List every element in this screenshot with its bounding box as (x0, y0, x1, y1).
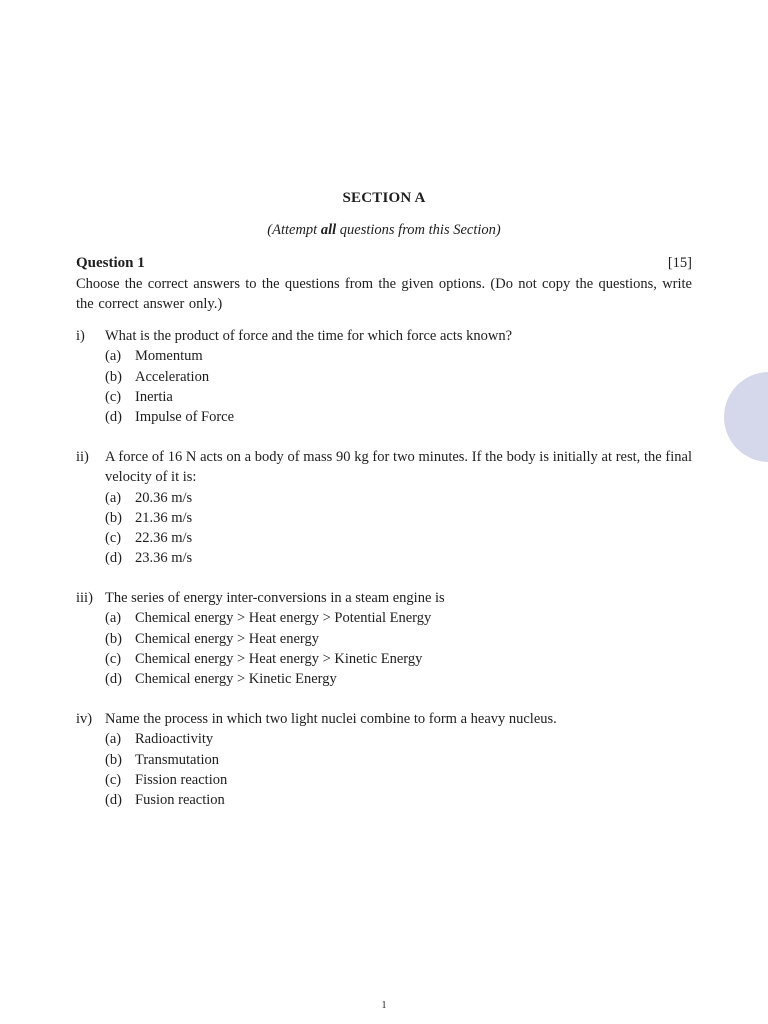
option-label: (c) (105, 771, 122, 788)
question-item (76, 326, 692, 427)
option-label: (d) (105, 409, 122, 426)
option-label: (d) (105, 792, 122, 809)
option-label: (d) (105, 671, 122, 688)
option (105, 649, 692, 669)
option (105, 387, 692, 407)
question-marks: [15] (667, 255, 692, 271)
question-item-text: Name the process in which two light nuclei combine to form a heavy nucleus. (105, 711, 557, 727)
option-label: (a) (105, 731, 122, 748)
option (105, 629, 692, 649)
option (105, 608, 692, 628)
section-title: SECTION A (342, 190, 426, 206)
option-text: Chemical energy > Heat energy (135, 630, 319, 647)
question-item (76, 447, 692, 569)
option (105, 750, 692, 770)
option-text: Inertia (135, 388, 173, 405)
page-number: 1 (381, 1000, 387, 1011)
option-text: Chemical energy > Kinetic Energy (135, 671, 337, 688)
question-item-number: iv) (76, 711, 93, 727)
option (105, 407, 692, 427)
side-tab-decoration (724, 372, 768, 462)
option-label: (d) (105, 550, 122, 567)
section-subtitle-prefix: (Attempt (267, 222, 321, 238)
option-text: Chemical energy > Heat energy > Kinetic Energy (135, 650, 423, 667)
option-label: (b) (105, 368, 122, 385)
option-text: Acceleration (135, 368, 210, 385)
question-item-number: ii) (76, 449, 89, 465)
option (105, 367, 692, 387)
option (105, 548, 692, 568)
option (105, 729, 692, 749)
option (105, 488, 692, 508)
option-text: Fission reaction (135, 771, 228, 788)
question-item (76, 588, 692, 689)
section-subtitle-emphasis: all (320, 222, 337, 238)
question-item-text: What is the product of force and the time for which force acts known? (105, 328, 513, 344)
question-item-number: iii) (76, 590, 93, 606)
option-label: (c) (105, 650, 122, 667)
question-item-text: A force of 16 N acts on a body of mass 90 kg for two minutes. If the body is initially at rest, the final velocity of it is: (105, 449, 692, 486)
question-instructions: Choose the correct answers to the questions from the given options. (Do not copy the questions, write the correct answer only.) (76, 276, 692, 312)
option-text: 21.36 m/s (135, 509, 193, 526)
option (105, 669, 692, 689)
option-text: 20.36 m/s (135, 489, 193, 506)
question-item-number: i) (76, 328, 85, 344)
question-item (76, 709, 692, 810)
option-label: (b) (105, 751, 122, 768)
question-header (76, 255, 692, 272)
option-text: Impulse of Force (135, 409, 235, 426)
option (105, 528, 692, 548)
option (105, 508, 692, 528)
option-text: Fusion reaction (135, 792, 225, 809)
option (105, 346, 692, 366)
option-label: (b) (105, 509, 122, 526)
option (105, 790, 692, 810)
option-text: Chemical energy > Heat energy > Potential Energy (135, 610, 432, 627)
section-subtitle (0, 222, 768, 239)
question-title: Question 1 (76, 255, 145, 271)
option-text: Radioactivity (135, 731, 214, 748)
option-text: 22.36 m/s (135, 530, 193, 547)
option-text: Momentum (135, 348, 203, 365)
section-subtitle-suffix: questions from this Section) (336, 222, 501, 238)
option-label: (a) (105, 610, 122, 627)
option-text: 23.36 m/s (135, 550, 193, 567)
option-label: (c) (105, 388, 122, 405)
question-item-text: The series of energy inter-conversions in a steam engine is (105, 590, 445, 606)
option-text: Transmutation (135, 751, 220, 768)
option (105, 770, 692, 790)
option-label: (b) (105, 630, 122, 647)
option-label: (a) (105, 489, 122, 506)
option-label: (c) (105, 530, 122, 547)
option-label: (a) (105, 348, 122, 365)
